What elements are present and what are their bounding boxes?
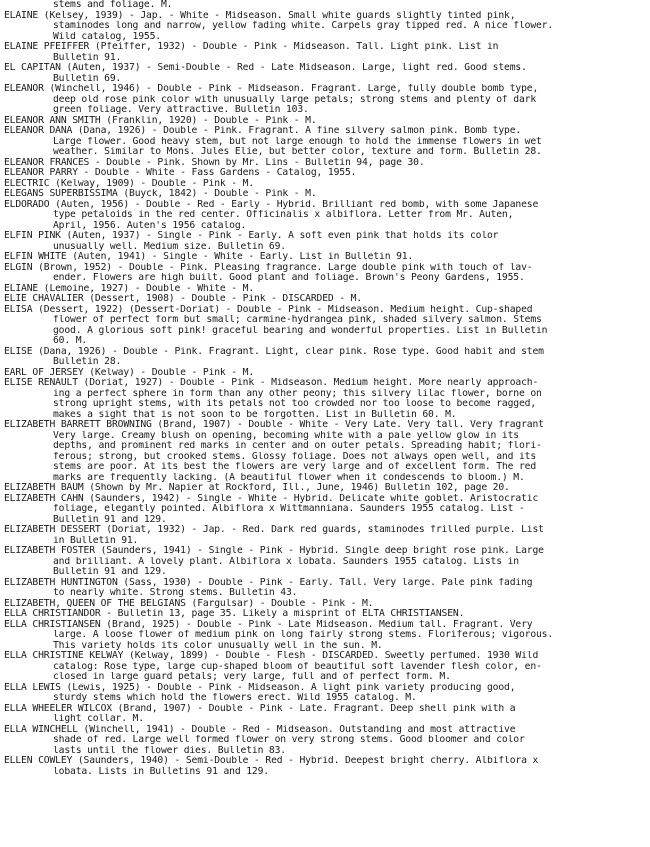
entry-continuation-line: to nearly white. Strong stems. Bulletin 43. bbox=[53, 588, 298, 598]
entry-heading-line: ELIE CHAVALIER (Dessert, 1908) - Double - Pink - DISCARDED - M. bbox=[4, 294, 362, 304]
entry-heading-line: ELEGANS SUPERBISSIMA (Buyck, 1842) - Double - Pink - M. bbox=[4, 189, 317, 199]
entry-heading-line: ELLA LEWIS (Lewis, 1925) - Double - Pink - Midseason. A light pink variety producing good, bbox=[4, 682, 516, 693]
entry-continuation-line: good. A glorious soft pink! graceful bearing and wonderful properties. List in Bulletin bbox=[53, 325, 548, 336]
entry-heading-line: ELEANOR (Winchell, 1946) - Double - Pink - Midseason. Fragrant. Large, fully double bomb type, bbox=[4, 84, 539, 94]
entry-continuation-line: type petaloids in the red center. Officinalis x albiflora. Letter from Mr. Auten, bbox=[53, 210, 514, 220]
entry-continuation-line: 60. M. bbox=[53, 336, 88, 346]
entry-heading-line: ELEANOR PARRY - Double - White - Fass Gardens - Catalog, 1955. bbox=[4, 168, 357, 178]
entry-continuation-line: sturdy stems which hold the flowers erect. Wild 1955 catalog. M. bbox=[53, 693, 417, 703]
entry-continuation-line: closed in large guard petals; very large, full and of perfect form. M. bbox=[53, 672, 451, 682]
entry-heading-line: ELIZABETH BAUM (Shown by Mr. Napier at Rockford, Ill., June, 1946) Bulletin 102, page 20. bbox=[4, 483, 510, 493]
entry-continuation-line: foliage, elegantly pointed. Albiflora x Wittmanniana. Saunders 1955 catalog. List - bbox=[53, 504, 525, 514]
entry-heading-line: ELIZABETH HUNTINGTON (Sass, 1930) - Double - Pink - Early. Tall. Very large. Pale pink fading bbox=[4, 577, 533, 588]
entry-heading-line: ELISE (Dana, 1926) - Double - Pink. Fragrant. Light, clear pink. Rose type. Good habit and stem bbox=[4, 346, 544, 357]
entry-heading-line: ELEANOR ANN SMITH (Franklin, 1920) - Double - Pink - M. bbox=[4, 115, 317, 126]
entry-heading-line: ELAINE (Kelsey, 1939) - Jap. - White - Midseason. Small white guards slightly tinted pink, bbox=[4, 10, 516, 21]
entry-continuation-line: Very large. Creamy blush on opening, becoming white with a pale yellow glow in its bbox=[53, 430, 519, 441]
entry-continuation-line: light collar. M. bbox=[53, 714, 144, 724]
entry-continuation-line: This variety holds its color unusually well in the sun. M. bbox=[53, 640, 383, 651]
entry-heading-line: ELFIN PINK (Auten, 1937) - Single - Pink - Early. A soft even pink that holds its color bbox=[4, 231, 499, 241]
entry-continuation-line: stems and foliage. M. bbox=[53, 0, 173, 10]
entry-heading-line: ELAINE PFEIFFER (Pfeiffer, 1932) - Double - Pink - Midseason. Tall. Light pink. List in bbox=[4, 42, 499, 52]
entry-continuation-line: unusually well. Medium size. Bulletin 69. bbox=[53, 241, 286, 252]
entry-heading-line: ELDORADO (Auten, 1956) - Double - Red - Early - Hybrid. Brilliant red bomb, with some Japanese bbox=[4, 199, 539, 210]
entry-continuation-line: and brilliant. A lovely plant. Albiflora x lobata. Saunders 1955 catalog. Lists in bbox=[53, 556, 519, 567]
entry-heading-line: ELLEN COWLEY (Saunders, 1940) - Semi-Double - Red - Hybrid. Deepest bright cherry. Albiflora x bbox=[4, 756, 539, 766]
entry-heading-line: ELLA WHEELER WILCOX (Brand, 1907) - Double - Pink - Late. Fragrant. Deep shell pink with a bbox=[4, 703, 516, 714]
entry-heading-line: ELFIN WHITE (Auten, 1941) - Single - White - Early. List in Bulletin 91. bbox=[4, 252, 414, 262]
entry-continuation-line: flower of perfect form but small; carmine-hydrangea pink, shaded silvery salmon. Stems bbox=[53, 315, 542, 325]
entry-continuation-line: Bulletin 91 and 129. bbox=[53, 514, 167, 525]
entry-heading-line: ELLA WINCHELL (Winchell, 1941) - Double - Red - Midseason. Outstanding and most attractive bbox=[4, 724, 516, 735]
entry-heading-line: ELIZABETH FOSTER (Saunders, 1941) - Single - Pink - Hybrid. Single deep bright rose pink. Large bbox=[4, 546, 544, 556]
document-page bbox=[4, 0, 648, 847]
entry-heading-line: ELLA CHRISTIANDOR - Bulletin 13, page 35. Likely a misprint of ELTA CHRISTIANSEN. bbox=[4, 609, 465, 619]
entry-continuation-line: ferous; strong, but crooked stems. Glossy foliage. Does not always open well, and its bbox=[53, 451, 537, 462]
entry-heading-line: ELEANOR DANA (Dana, 1926) - Double - Pink. Fragrant. A fine silvery salmon pink. Bomb type. bbox=[4, 126, 522, 136]
entry-heading-line: ELEANOR FRANCES - Double - Pink. Shown by Mr. Lins - Bulletin 94, page 30. bbox=[4, 157, 425, 168]
entry-heading-line: ELLA CHRISTINE KELWAY (Kelway, 1899) - Double - Flesh - DISCARDED. Sweetly perfumed. 1930 Wild bbox=[4, 651, 539, 661]
entry-heading-line: EL CAPITAN (Auten, 1937) - Semi-Double - Red - Late Midseason. Large, light red. Good stems. bbox=[4, 63, 527, 73]
entry-continuation-line: April, 1956. Auten's 1956 catalog. bbox=[53, 220, 247, 231]
entry-heading-line: ELIZABETH, QUEEN OF THE BELGIANS (Fargulsar) - Double - Pink - M. bbox=[4, 598, 374, 609]
entry-continuation-line: shade of red. Large well formed flower on very strong stems. Good bloomer and color bbox=[53, 735, 525, 745]
entry-continuation-line: Bulletin 69. bbox=[53, 73, 122, 84]
entry-continuation-line: depths, and prominent red marks in center and on outer petals. Spreading habit; flori- bbox=[53, 441, 542, 451]
entry-heading-line: ELIZABETH DESSERT (Doriat, 1932) - Jap. - Red. Dark red guards, staminodes frilled purple. List bbox=[4, 525, 544, 535]
entry-continuation-line: staminodes long and narrow, yellow fading white. Carpels gray tipped red. A nice flower. bbox=[53, 21, 554, 31]
entry-heading-line: ELISA (Dessert, 1922) (Dessert-Doriat) - Double - Pink - Midseason. Medium height. Cup-shaped bbox=[4, 304, 533, 315]
entry-continuation-line: Bulletin 28. bbox=[53, 357, 122, 367]
entry-continuation-line: Large flower. Good heavy stem, but not large enough to hold the immense flowers in wet bbox=[53, 136, 542, 147]
entry-continuation-line: makes a sight that is not soon to be forgotten. List in Bulletin 60. M. bbox=[53, 409, 457, 420]
entry-continuation-line: ing a perfect sphere in form than any other peony; this silvery lilac flower, borne on bbox=[53, 388, 542, 399]
entry-continuation-line: stems are poor. At its best the flowers are very large and of excellent form. The red bbox=[53, 462, 537, 472]
entry-heading-line: ELIZABETH CAHN (Saunders, 1942) - Single - White - Hybrid. Delicate white goblet. Aristocratic bbox=[4, 493, 539, 504]
entry-continuation-line: catalog: Rose type, large cup-shaped bloom of beautiful soft lavender flesh color, en- bbox=[53, 661, 542, 672]
entry-continuation-line: lasts until the flower dies. Bulletin 83. bbox=[53, 745, 286, 756]
entry-heading-line: ELIZABETH BARRETT BROWNING (Brand, 1907) - Double - White - Very Late. Very tall. Very fragrant bbox=[4, 420, 544, 430]
entry-continuation-line: Bulletin 91. bbox=[53, 52, 122, 63]
entry-continuation-line: green foliage. Very attractive. Bulletin 103. bbox=[53, 105, 309, 115]
entry-continuation-line: marks are frequently lacking. (A beautiful flower when it condescends to bloom.) M. bbox=[53, 472, 525, 483]
entry-continuation-line: large. A loose flower of medium pink on long fairly strong stems. Floriferous; vigorous. bbox=[53, 630, 554, 640]
entry-continuation-line: in Bulletin 91. bbox=[53, 535, 139, 546]
entry-continuation-line: ender. Flowers are high built. Good plant and foliage. Brown's Peony Gardens, 1955. bbox=[53, 273, 525, 283]
entry-continuation-line: lobata. Lists in Bulletins 91 and 129. bbox=[53, 766, 269, 777]
entry-heading-line: ELLA CHRISTIANSEN (Brand, 1925) - Double - Pink - Late Midseason. Medium tall. Fragrant. Very bbox=[4, 619, 533, 630]
entry-heading-line: EARL OF JERSEY (Kelway) - Double - Pink - M. bbox=[4, 367, 255, 378]
entry-heading-line: ELISE RENAULT (Doriat, 1927) - Double - Pink - Midseason. Medium height. More nearly approach- bbox=[4, 378, 539, 388]
entry-heading-line: ELGIN (Brown, 1952) - Double - Pink. Pleasing fragrance. Large double pink with touch of lav- bbox=[4, 262, 533, 273]
entry-continuation-line: Wild catalog, 1955. bbox=[53, 31, 161, 42]
entry-heading-line: ELECTRIC (Kelway, 1909) - Double - Pink - M. bbox=[4, 178, 255, 189]
entry-continuation-line: weather. Similar to Mons. Jules Elie, but better color, texture and form. Bulletin 28. bbox=[53, 147, 542, 157]
entry-continuation-line: strong upright stems, with its petals not too crowded nor too loose to become ragged, bbox=[53, 399, 537, 409]
entry-continuation-line: Bulletin 91 and 129. bbox=[53, 567, 167, 577]
entry-continuation-line: deep old rose pink color with unusually large petals; strong stems and plenty of dark bbox=[53, 94, 537, 105]
entry-heading-line: ELIANE (Lemoine, 1927) - Double - White - M. bbox=[4, 283, 255, 294]
